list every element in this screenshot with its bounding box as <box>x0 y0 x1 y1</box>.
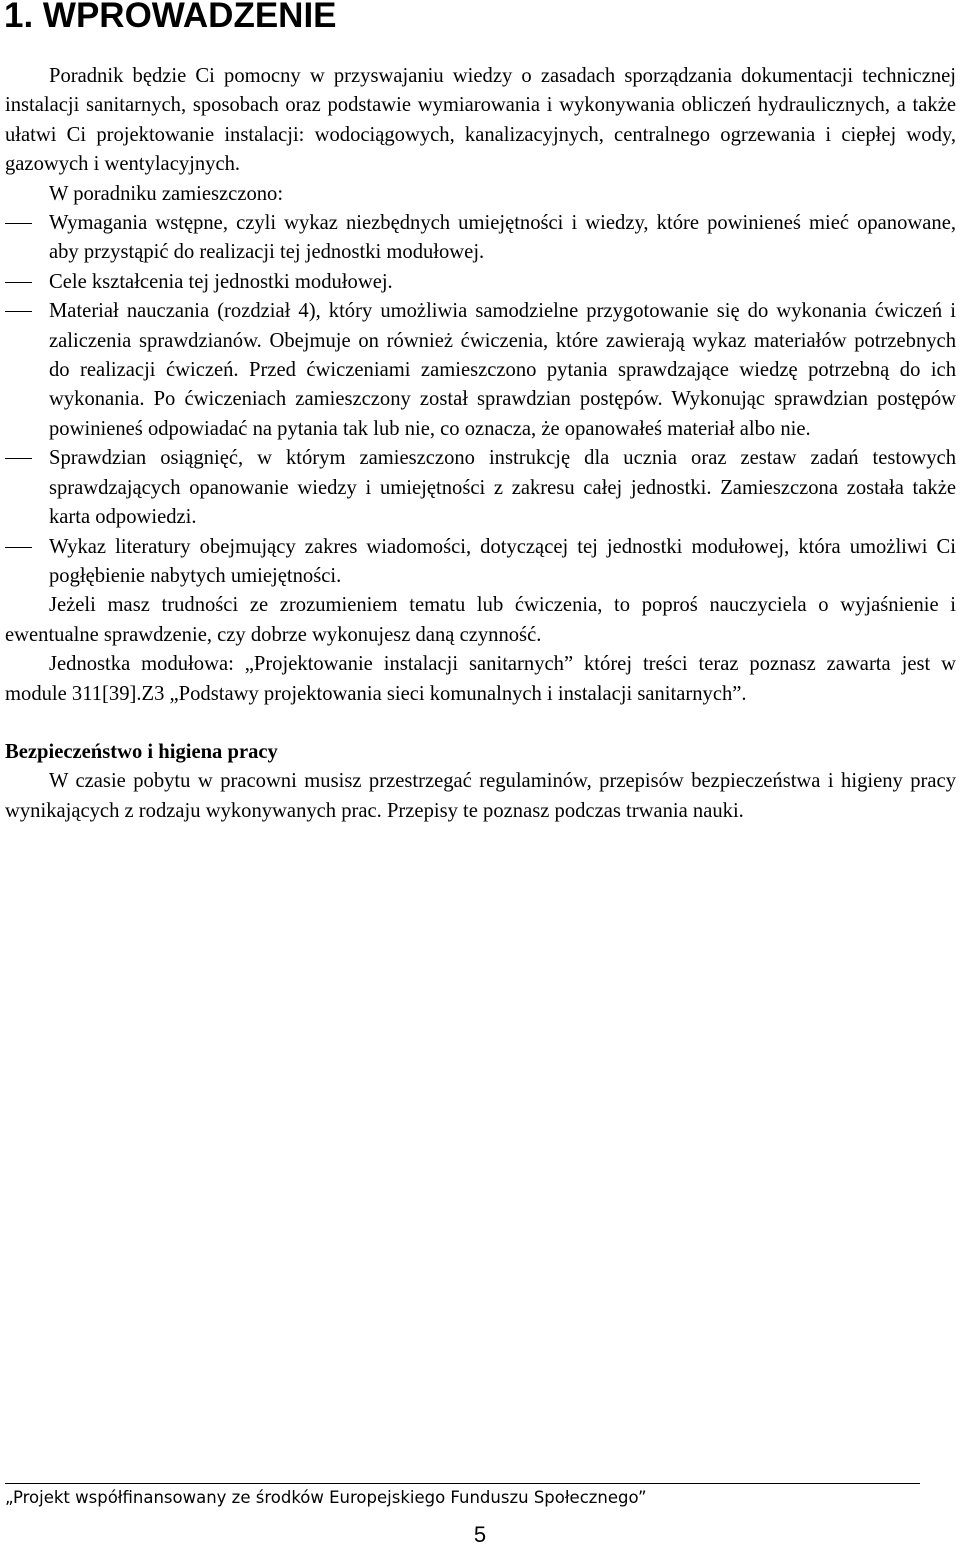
list-item-text: Cele kształcenia tej jednostki modułowej. <box>49 270 393 293</box>
list-item-text: Wymagania wstępne, czyli wykaz niezbędnych umiejętności i wiedzy, które powinieneś mieć opanowane, aby przystąpić do realizacji tej jednostki modułowej. <box>49 212 956 264</box>
safety-heading: Bezpieczeństwo i higiena pracy <box>5 740 278 763</box>
contents-list <box>5 209 956 591</box>
difficulties-paragraph: Jeżeli masz trudności ze zrozumieniem tematu lub ćwiczenia, to poproś nauczyciela o wyjaśnienie i ewentualne sprawdzenie, czy dobrze wykonujesz daną czynność. <box>5 594 956 646</box>
safety-paragraph: W czasie pobytu w pracowni musisz przestrzegać regulaminów, przepisów bezpieczeństwa i higieny pracy wynikających z rodzaju wykonywanych prac. Przepisy te poznasz podczas trwania nauki. <box>5 770 956 822</box>
intro-paragraph: Poradnik będzie Ci pomocny w przyswajaniu wiedzy o zasadach sporządzania dokumentacji technicznej instalacji sanitarnych, sposobach oraz podstawie wymiarowania i wykonywania obliczeń hydraulicznych, a także ułatwi Ci projektowanie instalacji: wodociągowych, kanalizacyjnych, centralnego ogrzewania i ciepłej wody, gazowych i wentylacyjnych. <box>5 65 956 176</box>
dash-bullet-icon <box>5 282 32 283</box>
dash-bullet-icon <box>5 547 32 548</box>
page-number: 5 <box>473 1522 487 1547</box>
dash-bullet-icon <box>5 458 32 459</box>
dash-bullet-icon <box>5 223 32 224</box>
list-item-text: Sprawdzian osiągnięć, w którym zamieszczono instrukcję dla ucznia oraz zestaw zadań testowych sprawdzających opanowanie wiedzy i umiejętności z zakresu całej jednostki. Zamieszczona została także karta odpowiedzi. <box>49 447 956 529</box>
footer-divider <box>5 1483 920 1484</box>
list-item <box>5 268 956 297</box>
list-item <box>5 209 956 268</box>
list-item <box>5 297 956 444</box>
document-body <box>5 62 956 826</box>
contents-intro: W poradniku zamieszczono: <box>49 182 284 205</box>
list-item <box>5 533 956 592</box>
module-note-paragraph: Jednostka modułowa: „Projektowanie instalacji sanitarnych” której treści teraz poznasz zawarta jest w module 311[39].Z3 „Podstawy projektowania sieci komunalnych i instalacji sanitarnych”. <box>5 653 956 705</box>
dash-bullet-icon <box>5 311 32 312</box>
chapter-heading: 1. WPROWADZENIE <box>4 0 337 35</box>
footer-funding-note: „Projekt współfinansowany ze środków Europejskiego Funduszu Społecznego” <box>5 1488 647 1507</box>
list-item <box>5 444 956 532</box>
section-spacer <box>5 709 956 738</box>
list-item-text: Materiał nauczania (rozdział 4), który umożliwia samodzielne przygotowanie się do wykonania ćwiczeń i zaliczenia sprawdzianów. Obejmuje on również ćwiczenia, które zawierają wykaz materiałów potrzebnych do realizacji ćwiczeń. Przed ćwiczeniami zamieszczono pytania sprawdzające wiedzę potrzebną do ich wykonania. Po ćwiczeniach zamieszczony został sprawdzian postępów. Wykonując sprawdzian postępów powinieneś odpowiadać na pytania tak lub nie, co oznacza, że opanowałeś materiał albo nie. <box>49 300 956 440</box>
list-item-text: Wykaz literatury obejmujący zakres wiadomości, dotyczącej tej jednostki modułowej, która umożliwi Ci pogłębienie nabytych umiejętności. <box>49 535 956 587</box>
